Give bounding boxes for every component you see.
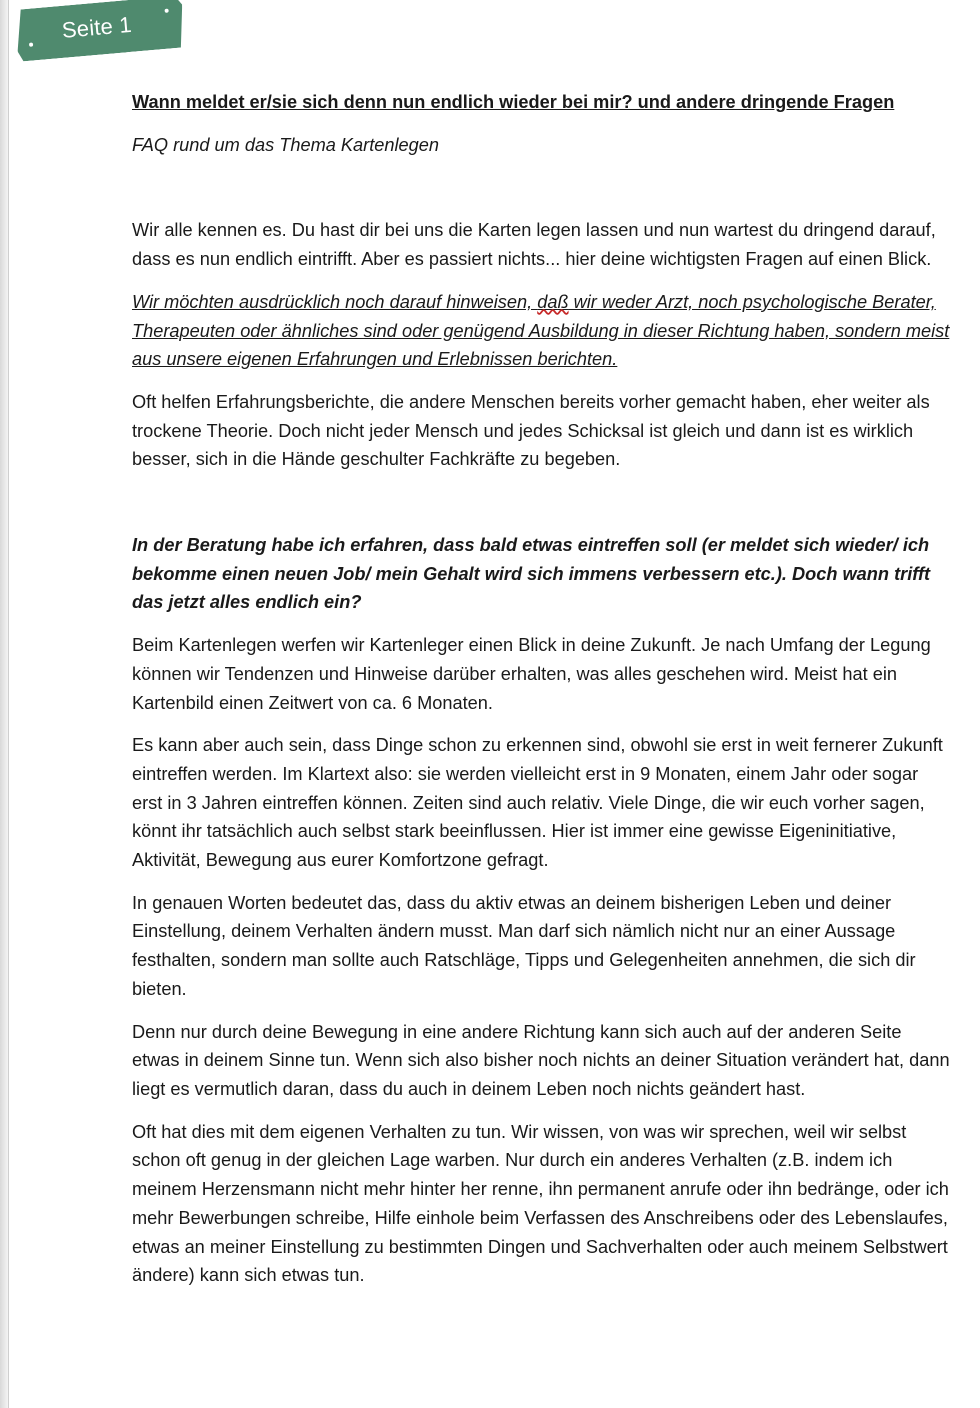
document-subtitle: FAQ rund um das Thema Kartenlegen [132, 134, 439, 155]
answer-paragraph: In genauen Worten bedeutet das, dass du aktiv etwas an deinem bisherigen Leben und deiner Einstellung, deinem Verhalten ändern musst. Man darf sich nämlich nicht nur an einer Aussage festhalten, sondern man sollte auch Ratschläge, Tipps und Gelegenheiten annehmen, die sich dir bieten. [132, 892, 916, 999]
section-spacer [132, 488, 952, 531]
answer-paragraph: Denn nur durch deine Bewegung in eine andere Richtung kann sich auch auf der anderen Seite etwas in deinem Sinne tun. Wenn sich also bisher noch nichts an deiner Situation verändert hat, dann liegt es vermutlich daran, dass du auch in deinem Leben noch nichts geändert hast. [132, 1021, 950, 1099]
page-number-label: Seite 1 [60, 11, 133, 43]
document-title: Wann meldet er/sie sich denn nun endlich wieder bei mir? und andere dringende Fragen [132, 92, 895, 112]
answer-paragraph: Beim Kartenlegen werfen wir Kartenleger einen Blick in deine Zukunft. Je nach Umfang der Legung können wir Tendenzen und Hinweise darüber erhalten, was alles geschehen wird. Meist hat ein Kartenbild einen Zeitwert von ca. 6 Monaten. [132, 635, 931, 713]
document-body [132, 88, 952, 1304]
page-left-edge [0, 0, 9, 1408]
disclaimer-text-after: wir weder Arzt, noch psychologische Berater, Therapeuten oder ähnliches sind oder genügend Ausbildung in dieser Richtung haben, sondern meist aus unsere eigenen Erfahrungen und Erlebnissen berichten. [132, 291, 950, 370]
spellcheck-marked-word: daß [537, 291, 569, 312]
page-number-tab [14, 0, 186, 62]
intro-paragraph: Wir alle kennen es. Du hast dir bei uns die Karten legen lassen und nun wartest du dringend darauf, dass es nun endlich eintrifft. Aber es passiert nichts... hier deine wichtigsten Fragen auf einen Blick. [132, 220, 936, 270]
disclaimer-paragraph [132, 288, 952, 374]
experience-paragraph: Oft helfen Erfahrungsberichte, die andere Menschen bereits vorher gemacht haben, eher weiter als trockene Theorie. Doch nicht jeder Mensch und jedes Schicksal ist gleich und dann ist es wirklich besser, sich in die Hände geschulter Fachkräfte zu begeben. [132, 391, 930, 470]
disclaimer-text-before: Wir möchten ausdrücklich noch darauf hinweisen, [132, 291, 538, 312]
faq-question: In der Beratung habe ich erfahren, dass bald etwas eintreffen soll (er meldet sich wieder/ ich bekomme einen neuen Job/ mein Gehalt wird sich immens verbessern etc.). Doch wann trifft das jetzt alles endlich ein? [132, 535, 931, 613]
answer-paragraph: Es kann aber auch sein, dass Dinge schon zu erkennen sind, obwohl sie erst in weit fernerer Zukunft eintreffen werden. Im Klartext also: sie werden vielleicht erst in 9 Monaten, einem Jahr oder sogar erst in 3 Jahren eintreffen können. Zeiten sind auch relativ. Viele Dinge, die wir euch vorher sagen, könnt ihr tatsächlich auch selbst stark beeinflussen. Hier ist immer eine gewisse Eigeninitiative, Aktivität, Bewegung aus eurer Komfortzone gefragt. [132, 735, 943, 871]
answer-paragraph: Oft hat dies mit dem eigenen Verhalten zu tun. Wir wissen, von was wir sprechen, weil wir selbst schon oft genug in der gleichen Lage warben. Nur durch ein anderes Verhalten (z.B. indem ich meinem Herzensmann nicht mehr hinter her renne, ihn permanent anrufe oder ihn bedränge, oder ich mehr Bewerbungen schreibe, Hilfe einhole beim Verfassen des Anschreibens oder des Lebenslaufes, etwas an meiner Einstellung zu bestimmten Dingen und Sachverhalten oder auch meinem Selbstwert ändere) kann sich etwas tun. [132, 1121, 949, 1286]
